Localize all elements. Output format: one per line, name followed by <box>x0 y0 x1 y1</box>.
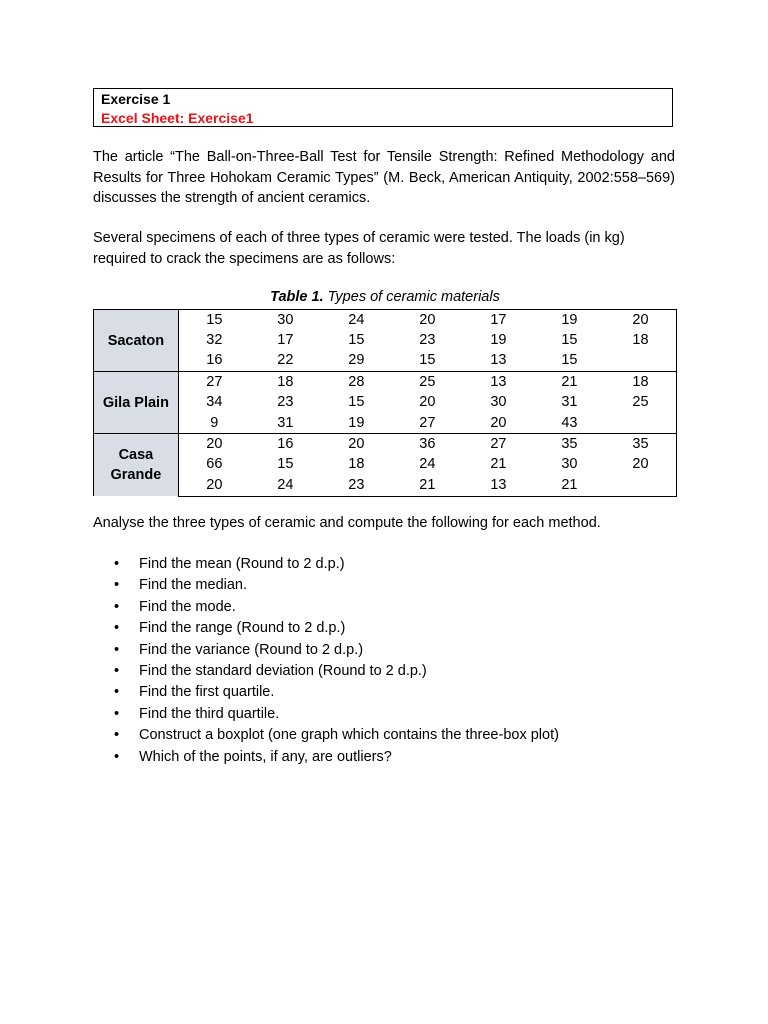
bullet-icon: • <box>114 556 120 572</box>
list-item <box>93 747 559 768</box>
table-cell: 21 <box>490 456 507 473</box>
group-label-line1: Casa <box>118 447 154 464</box>
table-cell: 15 <box>561 332 578 349</box>
table-cell: 13 <box>463 372 534 393</box>
table-row <box>94 393 677 413</box>
table-cell: 23 <box>277 394 294 411</box>
task-text: Find the median. <box>139 577 248 594</box>
table-cell: 34 <box>206 394 223 411</box>
table-cell: 36 <box>392 434 463 455</box>
task-text: Which of the points, if any, are outliers? <box>139 748 392 765</box>
table-row <box>94 434 677 455</box>
table-cell: 31 <box>250 413 321 434</box>
table-cell: 32 <box>206 332 223 349</box>
bullet-icon: • <box>114 620 120 637</box>
table-cell: 66 <box>206 456 223 473</box>
table-cell: 24 <box>250 475 321 496</box>
specimens-paragraph: Several specimens of each of three types of ceramic were tested. The loads (in kg) required to crack the specimens are as follows: <box>93 230 625 267</box>
table-cell: 30 <box>490 394 507 411</box>
group-label-line2: Grande <box>110 467 162 484</box>
table-row <box>94 413 677 434</box>
intro-paragraph: The article “The Ball-on-Three-Ball Test for Tensile Strength: Refined Methodology and Results for Three Hohokam Ceramic Types” (M. Beck, American Antiquity, 2002:558–569) discusses the strength of ancient ceramics. <box>93 149 675 206</box>
table-cell: 21 <box>392 475 463 496</box>
table-cell: 15 <box>392 351 463 372</box>
task-text: Construct a boxplot (one graph which contains the three-box plot) <box>139 727 559 744</box>
list-item <box>93 597 559 618</box>
table-caption <box>93 288 677 307</box>
bullet-icon: • <box>114 705 120 722</box>
table-cell: 25 <box>605 393 677 413</box>
exercise-header-box <box>93 88 673 127</box>
table-row <box>94 475 677 496</box>
table-cell: 23 <box>419 332 436 349</box>
table-cell: 16 <box>178 351 250 372</box>
table-cell <box>605 475 677 496</box>
table-cell: 22 <box>250 351 321 372</box>
bullet-icon: • <box>114 748 120 765</box>
table-cell: 9 <box>178 413 250 434</box>
task-text: Find the mode. <box>139 598 236 615</box>
table-cell: 15 <box>534 351 605 372</box>
table-cell: 20 <box>605 455 677 475</box>
task-text: Find the mean (Round to 2 d.p.) <box>139 556 345 572</box>
list-item <box>93 661 559 682</box>
list-item <box>93 575 559 596</box>
table-cell: 19 <box>490 332 507 349</box>
table-cell: 20 <box>178 475 250 496</box>
table-cell: 21 <box>534 475 605 496</box>
table-cell: 24 <box>419 456 436 473</box>
table-cell: 20 <box>392 310 463 331</box>
table-cell: 27 <box>392 413 463 434</box>
list-item <box>93 704 559 725</box>
table-cell: 18 <box>250 372 321 393</box>
list-item <box>93 554 559 575</box>
table-cell: 21 <box>534 372 605 393</box>
task-text: Find the variance (Round to 2 d.p.) <box>139 641 364 658</box>
table-cell: 19 <box>534 310 605 331</box>
bullet-icon: • <box>114 641 120 658</box>
table-cell: 35 <box>605 434 677 455</box>
table-cell: 15 <box>348 332 365 349</box>
table-cell: 31 <box>561 394 578 411</box>
group-label <box>94 310 179 372</box>
table-cell: 16 <box>250 434 321 455</box>
table-row <box>94 455 677 475</box>
table-cell: 27 <box>178 372 250 393</box>
ceramic-data-table <box>93 309 677 497</box>
table-cell: 18 <box>348 456 365 473</box>
task-text: Find the range (Round to 2 d.p.) <box>139 620 346 637</box>
task-text: Find the first quartile. <box>139 684 275 701</box>
table-cell: 13 <box>463 351 534 372</box>
group-label <box>94 434 179 496</box>
table-caption-label: Table 1. <box>270 289 324 305</box>
list-item <box>93 640 559 661</box>
table-cell: 17 <box>277 332 294 349</box>
exercise-title: Exercise 1 <box>101 91 171 107</box>
table-row <box>94 310 677 331</box>
group-label-line1: Gila Plain <box>102 394 169 411</box>
table-cell: 18 <box>605 372 677 393</box>
table-cell: 30 <box>561 456 578 473</box>
table-cell: 15 <box>178 310 250 331</box>
bullet-icon: • <box>114 577 120 594</box>
table-cell: 20 <box>321 434 392 455</box>
table-cell: 27 <box>463 434 534 455</box>
table-cell: 20 <box>605 310 677 331</box>
bullet-icon: • <box>114 662 120 679</box>
table-row <box>94 330 677 350</box>
table-cell: 29 <box>321 351 392 372</box>
table-row <box>94 351 677 372</box>
group-label-line1: Sacaton <box>107 332 165 349</box>
bullet-icon: • <box>114 684 120 701</box>
list-item <box>93 682 559 703</box>
table-cell: 23 <box>321 475 392 496</box>
table-cell: 43 <box>534 413 605 434</box>
table-cell: 20 <box>463 413 534 434</box>
table-cell: 30 <box>250 310 321 331</box>
table-cell <box>605 351 677 372</box>
analyse-paragraph: Analyse the three types of ceramic and compute the following for each method. <box>93 515 601 531</box>
table-cell: 15 <box>348 394 365 411</box>
table-cell: 20 <box>419 394 436 411</box>
table-cell: 25 <box>392 372 463 393</box>
table-cell: 35 <box>534 434 605 455</box>
table-caption-text: Types of ceramic materials <box>323 289 500 305</box>
table-row <box>94 372 677 393</box>
group-label <box>94 372 179 434</box>
table-cell: 24 <box>321 310 392 331</box>
table-cell <box>605 413 677 434</box>
table-cell: 18 <box>605 330 677 350</box>
list-item <box>93 725 559 746</box>
task-list <box>93 554 559 768</box>
table-cell: 13 <box>463 475 534 496</box>
table-cell: 19 <box>321 413 392 434</box>
bullet-icon: • <box>114 598 120 615</box>
excel-sheet-reference: Excel Sheet: Exercise1 <box>101 110 254 126</box>
table-cell: 28 <box>321 372 392 393</box>
task-text: Find the third quartile. <box>139 705 280 722</box>
table-cell: 17 <box>463 310 534 331</box>
task-text: Find the standard deviation (Round to 2 d.p.) <box>139 662 427 679</box>
table-cell: 20 <box>178 434 250 455</box>
list-item <box>93 618 559 639</box>
bullet-icon: • <box>114 727 120 744</box>
table-cell: 15 <box>277 456 294 473</box>
